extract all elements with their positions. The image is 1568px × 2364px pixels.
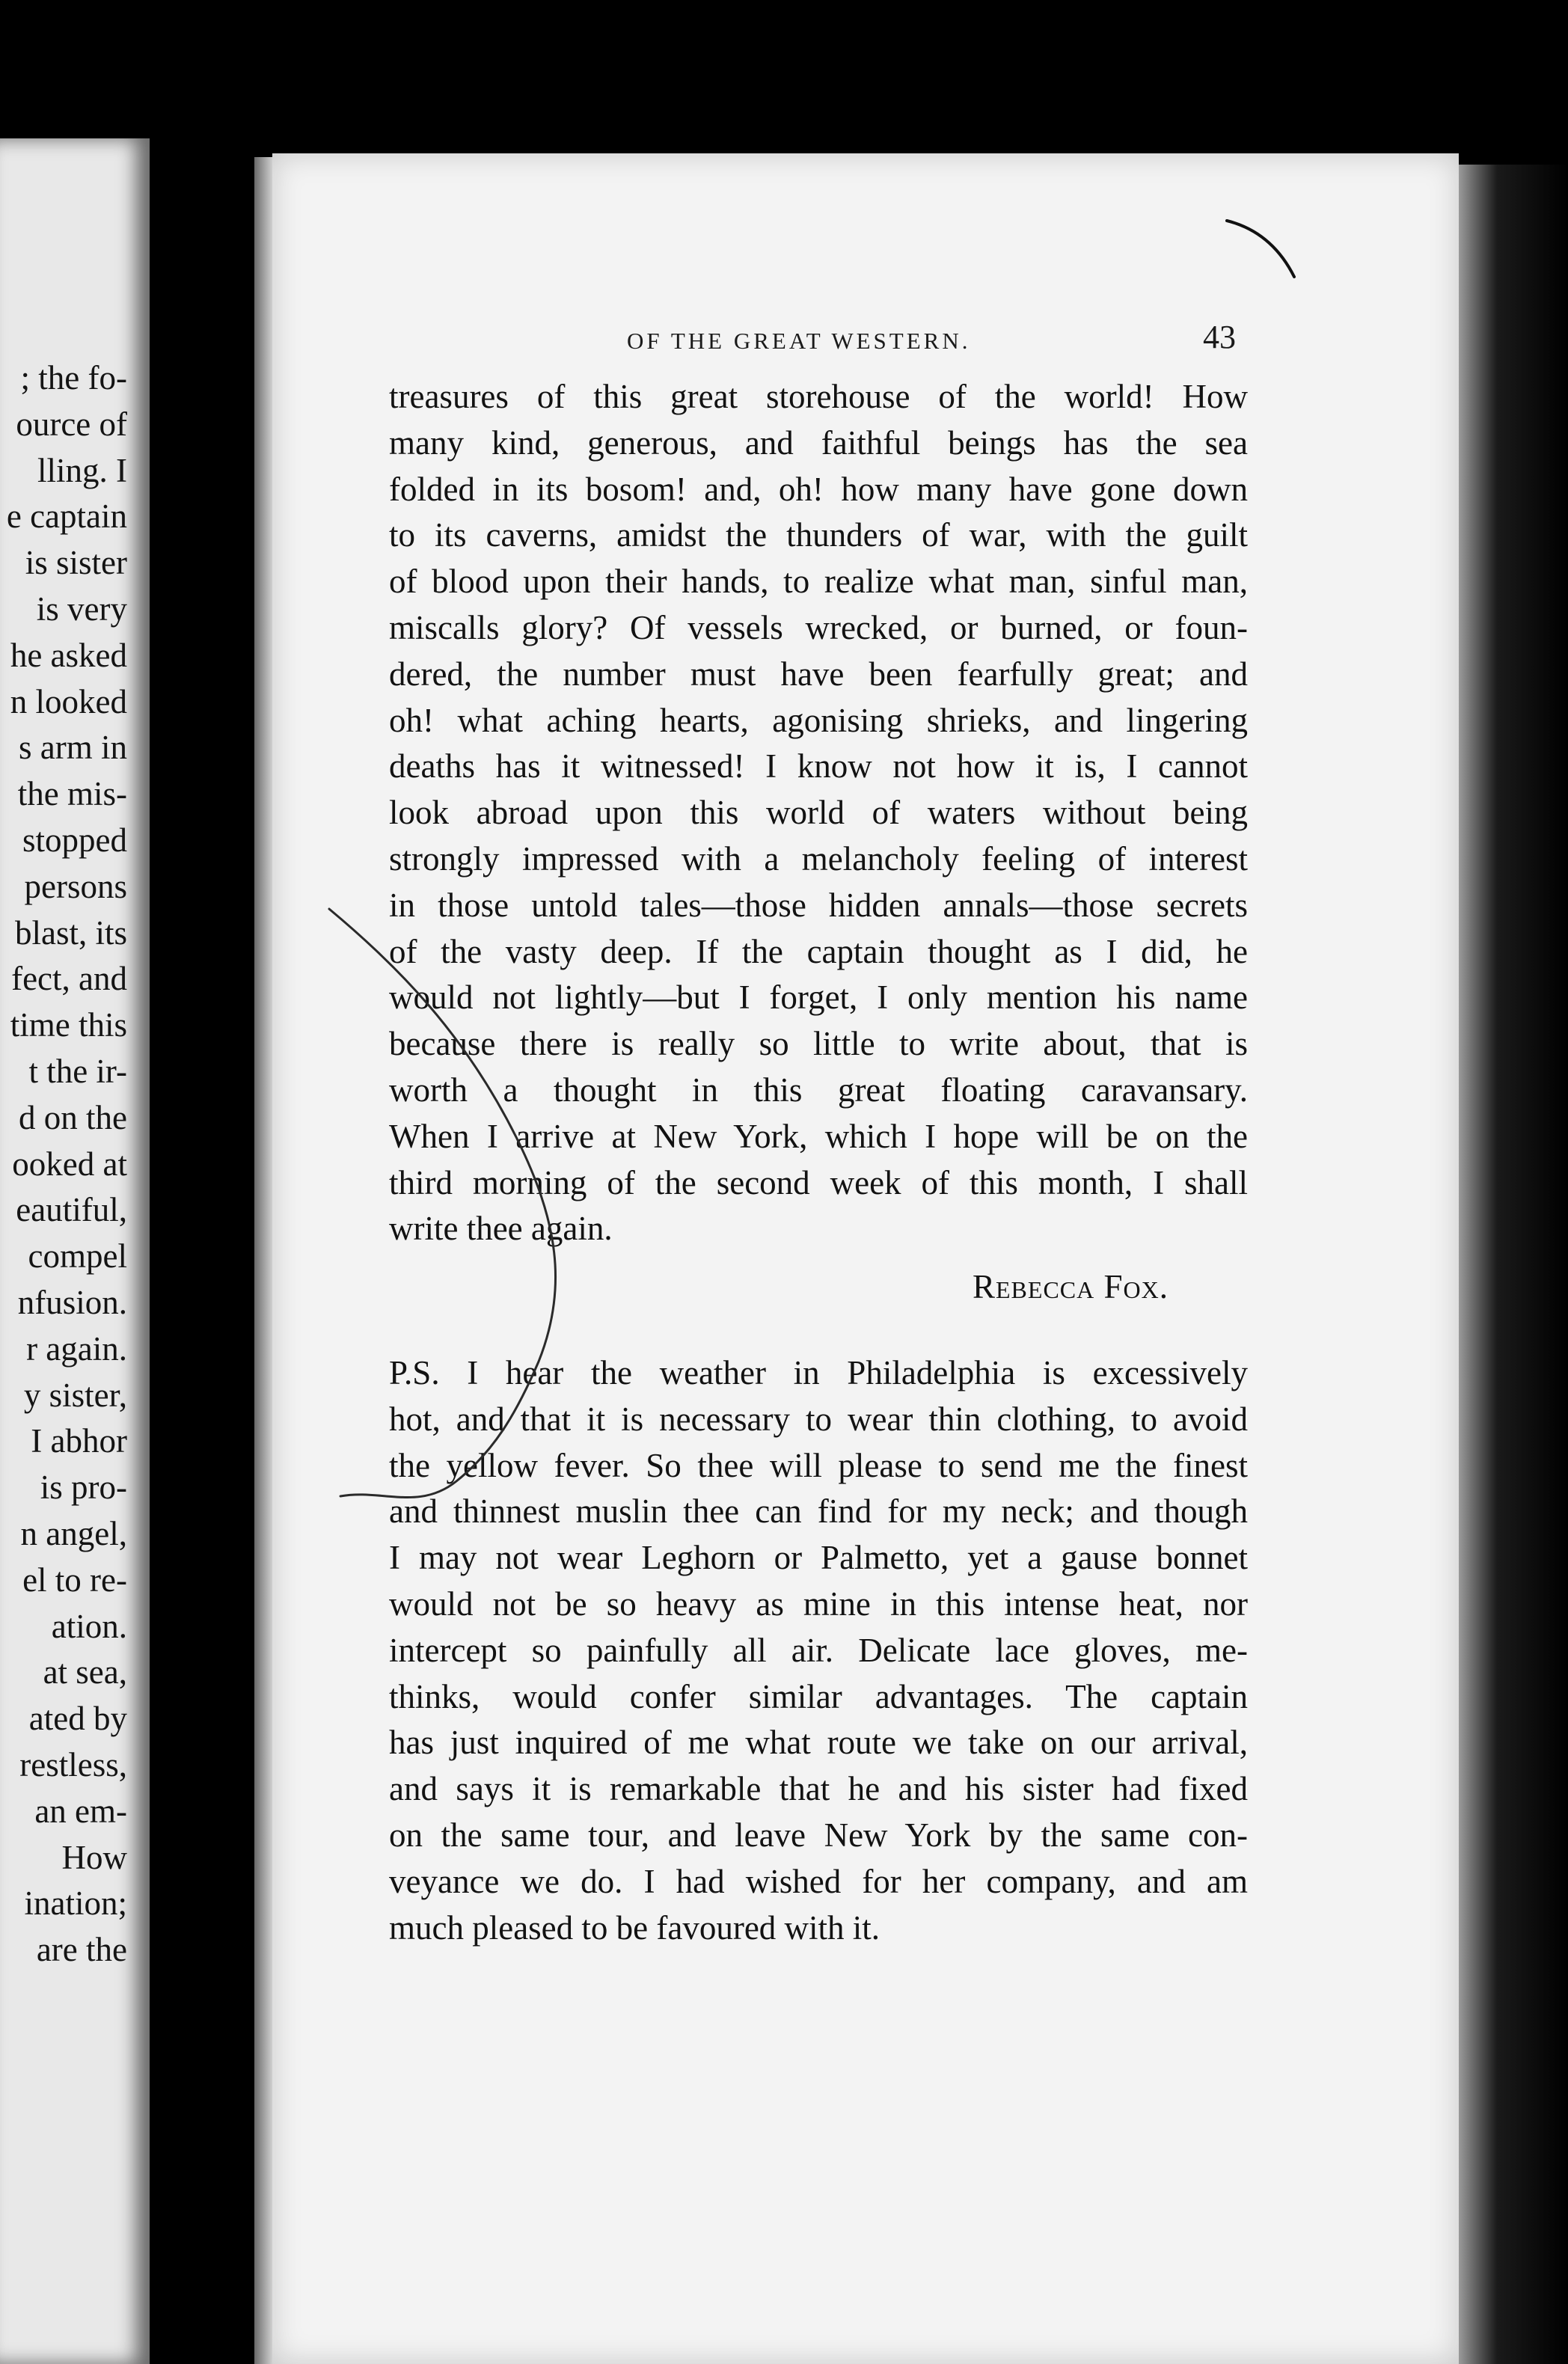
text-line: has just inquired of me what route we take on our arrival,: [389, 1724, 1248, 1762]
running-head: OF THE GREAT WESTERN.: [627, 328, 971, 354]
text-line: ooked at: [12, 1145, 127, 1183]
text-line: s arm in: [19, 729, 127, 767]
text-line: of the vasty deep. If the captain thought as I did, he: [389, 932, 1248, 970]
text-line: t the ir-: [28, 1052, 127, 1090]
text-line: blast, its: [14, 913, 127, 952]
text-line: the yellow fever. So thee will please to send me the finest: [389, 1446, 1248, 1484]
previous-page: [0, 138, 150, 2364]
text-line: the mis-: [17, 775, 127, 813]
text-line: When I arrive at New York, which I hope will be on the: [389, 1117, 1248, 1155]
text-line: ; the fo-: [20, 359, 127, 396]
page-right-edge: [1459, 165, 1568, 2364]
text-line: restless,: [19, 1745, 127, 1783]
text-line: strongly impressed with a melancholy feeling of interest: [389, 839, 1248, 878]
text-line: to its caverns, amidst the thunders of war, with the guilt: [389, 516, 1248, 554]
text-line: ource of: [16, 405, 127, 443]
text-line: folded in its bosom! and, oh! how many have gone down: [389, 470, 1248, 508]
text-line: el to re-: [22, 1561, 127, 1599]
text-line: treasures of this great storehouse of the world! How: [389, 378, 1248, 415]
text-line: n angel,: [20, 1514, 127, 1552]
text-line: intercept so painfully all air. Delicate lace gloves, me-: [389, 1631, 1248, 1669]
text-line: look abroad upon this world of waters without being: [389, 794, 1248, 832]
postscript: [389, 1350, 1248, 1951]
text-line: is sister: [25, 544, 127, 582]
text-line: dered, the number must have been fearfully great; and: [389, 655, 1248, 693]
text-line: at sea,: [43, 1653, 127, 1691]
text-line: I may not wear Leghorn or Palmetto, yet a gause bonnet: [389, 1539, 1248, 1577]
text-line: worth a thought in this great floating caravansary.: [389, 1071, 1248, 1109]
text-line: much pleased to be favoured with it.: [389, 1908, 881, 1947]
text-line: e captain: [6, 497, 127, 536]
text-line: is pro-: [40, 1469, 127, 1507]
text-line: write thee again.: [389, 1210, 613, 1248]
text-line: miscalls glory? Of vessels wrecked, or burned, or foun-: [389, 608, 1248, 646]
text-line: would not lightly—but I forget, I only mention his name: [389, 979, 1248, 1017]
text-line: How: [61, 1838, 127, 1876]
text-line: on the same tour, and leave New York by the same con-: [389, 1816, 1248, 1854]
text-line: ation.: [51, 1607, 127, 1645]
text-line: are the: [36, 1931, 127, 1969]
text-line: many kind, generous, and faithful beings has the sea: [389, 423, 1248, 462]
text-line: n looked: [10, 682, 127, 720]
text-line: an em-: [34, 1792, 127, 1830]
page-number: 43: [1203, 319, 1236, 355]
text-line: I abhor: [31, 1422, 127, 1460]
text-line: ination;: [24, 1884, 127, 1923]
text-line: is very: [36, 590, 127, 628]
text-line: would not be so heavy as mine in this intense heat, nor: [389, 1584, 1248, 1623]
text-line: ated by: [28, 1700, 127, 1738]
text-line: P.S. I hear the weather in Philadelphia is excessively: [389, 1354, 1248, 1391]
text-line: persons: [24, 867, 127, 905]
text-line: stopped: [22, 821, 127, 859]
text-line: thinks, would confer similar advantages. The captain: [389, 1677, 1248, 1715]
book-gutter: [150, 0, 254, 2364]
text-line: y sister,: [23, 1376, 127, 1414]
text-line: and says it is remarkable that he and his sister had fixed: [389, 1770, 1248, 1808]
text-line: eautiful,: [16, 1191, 127, 1229]
letter-signature: Rebecca Fox.: [973, 1268, 1169, 1305]
text-line: in those untold tales—those hidden annals—those secrets: [389, 886, 1248, 924]
text-line: deaths has it witnessed! I know not how it is, I cannot: [389, 747, 1248, 786]
text-line: d on the: [19, 1098, 127, 1136]
text-line: he asked: [10, 636, 127, 674]
text-line: r again.: [26, 1329, 127, 1368]
text-line: oh! what aching hearts, agonising shrieks, and lingering: [389, 701, 1248, 739]
text-line: fect, and: [11, 960, 127, 998]
text-line: time this: [10, 1006, 127, 1044]
text-line: veyance we do. I had wished for her company, and am: [389, 1862, 1248, 1900]
previous-page-text: [0, 355, 127, 1973]
text-line: compel: [28, 1237, 127, 1276]
text-line: because there is really so little to write about, that is: [389, 1025, 1248, 1063]
text-line: third morning of the second week of this month, I shall: [389, 1163, 1248, 1201]
text-line: of blood upon their hands, to realize what man, sinful man,: [389, 563, 1248, 601]
text-line: and thinnest muslin thee can find for my neck; and though: [389, 1492, 1248, 1531]
text-line: lling. I: [37, 451, 127, 489]
page-edge-shadow: [254, 157, 272, 2364]
text-line: hot, and that it is necessary to wear thin clothing, to avoid: [389, 1400, 1248, 1438]
text-line: nfusion.: [17, 1283, 127, 1321]
letter-body: [389, 374, 1248, 1252]
